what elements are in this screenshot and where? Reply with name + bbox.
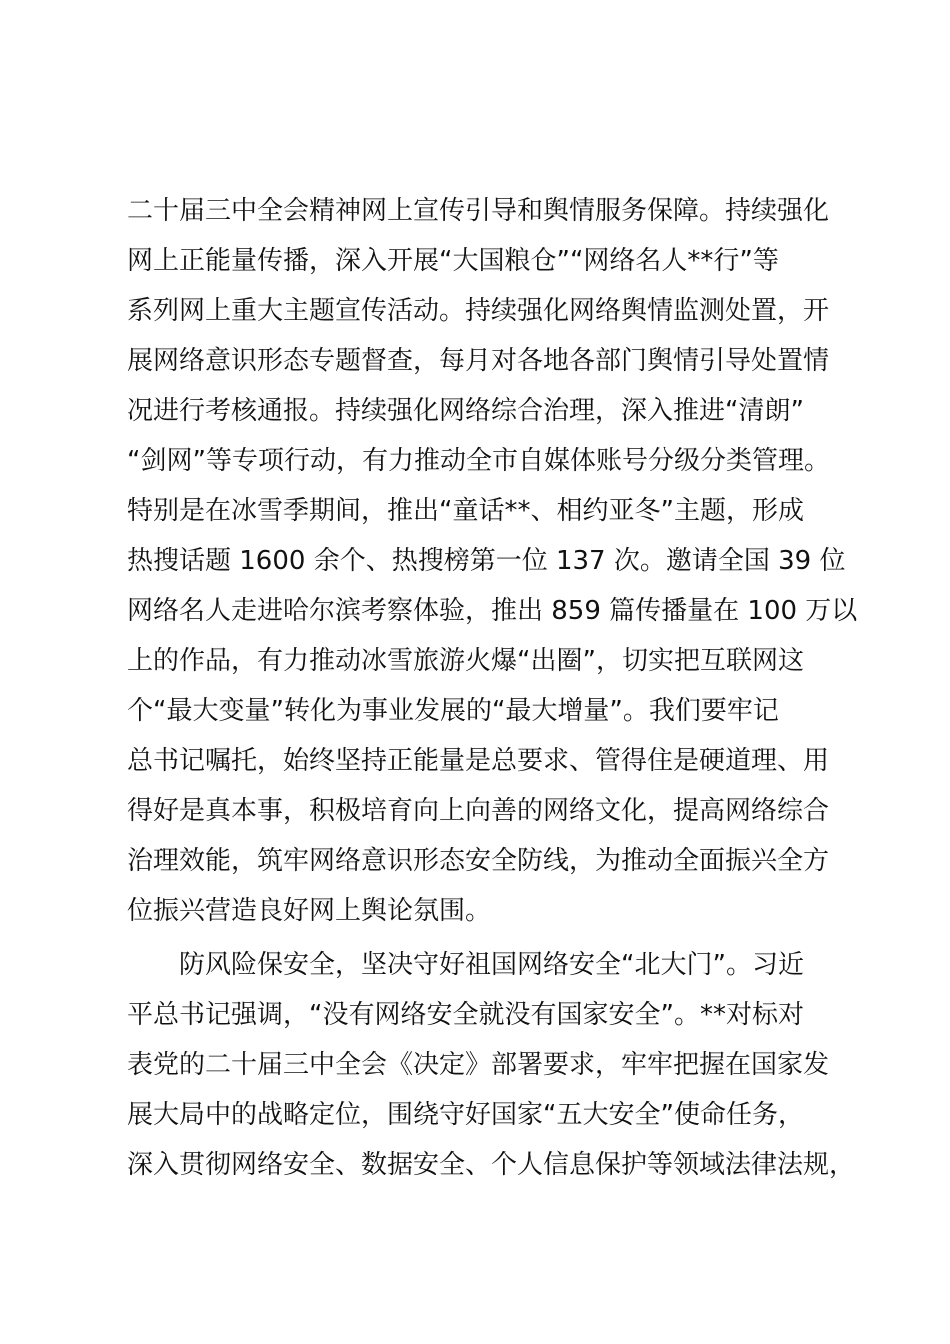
text-line: 特别是在冰雪季期间，推出“童话**、相约亚冬”主题，形成 [127, 496, 804, 526]
text-line: 治理效能，筑牢网络意识形态安全防线，为推动全面振兴全方 [127, 846, 830, 876]
text-line: 网上正能量传播，深入开展“大国粮仓”“网络名人**行”等 [127, 246, 779, 276]
text-line: 表党的二十届三中全会《决定》部署要求，牢牢把握在国家发 [127, 1050, 830, 1080]
text-line: 热搜话题 1600 余个、热搜榜第一位 137 次。邀请全国 39 位 [127, 546, 846, 576]
text-line: 展网络意识形态专题督查，每月对各地各部门舆情引导处置情 [127, 346, 830, 376]
text-line: 网络名人走进哈尔滨考察体验，推出 859 篇传播量在 100 万以 [127, 596, 858, 626]
text-line: 深入贯彻网络安全、数据安全、个人信息保护等领域法律法规， [127, 1150, 856, 1180]
text-line: 展大局中的战略定位，围绕守好国家“五大安全”使命任务， [127, 1100, 804, 1130]
document-body [127, 186, 858, 1190]
text-line: 得好是真本事，积极培育向上向善的网络文化，提高网络综合 [127, 796, 830, 826]
text-line: 总书记嘱托，始终坚持正能量是总要求、管得住是硬道理、用 [127, 746, 830, 776]
text-line: 二十届三中全会精神网上宣传引导和舆情服务保障。持续强化 [127, 196, 830, 226]
text-line: 上的作品，有力推动冰雪旅游火爆“出圈”，切实把互联网这 [127, 646, 804, 676]
text-line: 况进行考核通报。持续强化网络综合治理，深入推进“清朗” [127, 396, 804, 426]
text-line: 位振兴营造良好网上舆论氛围。 [127, 896, 492, 926]
text-line: 个“最大变量”转化为事业发展的“最大增量”。我们要牢记 [127, 696, 779, 726]
text-line: “剑网”等专项行动，有力推动全市自媒体账号分级分类管理。 [127, 446, 830, 476]
text-line: 防风险保安全，坚决守好祖国网络安全“北大门”。习近 [127, 950, 804, 980]
text-line: 平总书记强调，“没有网络安全就没有国家安全”。**对标对 [127, 1000, 804, 1030]
text-line: 系列网上重大主题宣传活动。持续强化网络舆情监测处置，开 [127, 296, 830, 326]
